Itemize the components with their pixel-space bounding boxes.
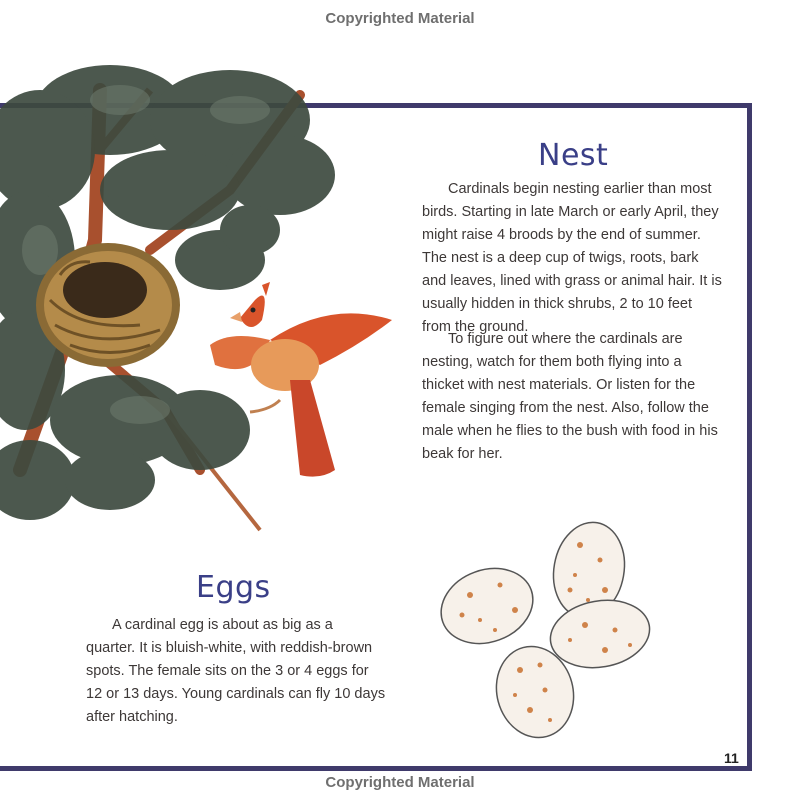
nest — [36, 243, 180, 367]
eggs-heading: Eggs — [196, 570, 271, 605]
nest-heading: Nest — [538, 138, 609, 173]
nest-paragraph-2: To figure out where the cardinals are nesting, watch for them both flying into a thicket with nest materials. Or listen for the female singing from the nest. Also, follow the male when he flies to the bush with food in his beak for her. — [422, 331, 718, 462]
page-number: 11 — [724, 750, 739, 766]
watermark-top: Copyrighted Material — [325, 10, 475, 27]
nest-paragraph-1: Cardinals begin nesting earlier than most birds. Starting in late March or early April, they might raise 4 broods by the end of summer. The nest is a deep cup of twigs, roots, bark and leaves, lined with grass or animal hair. It is usually hidden in thick shrubs, 2 to 10 feet from the ground. — [422, 181, 722, 335]
watermark-bottom: Copyrighted Material — [325, 774, 475, 791]
cardinal-eggs — [431, 517, 655, 747]
eggs-paragraph: A cardinal egg is about as big as a quarter. It is bluish-white, with reddish-brown spots. The female sits on the 3 or 4 eggs for 12 or 13 days. Young cardinals can fly 10 days after hatching. — [86, 617, 386, 725]
